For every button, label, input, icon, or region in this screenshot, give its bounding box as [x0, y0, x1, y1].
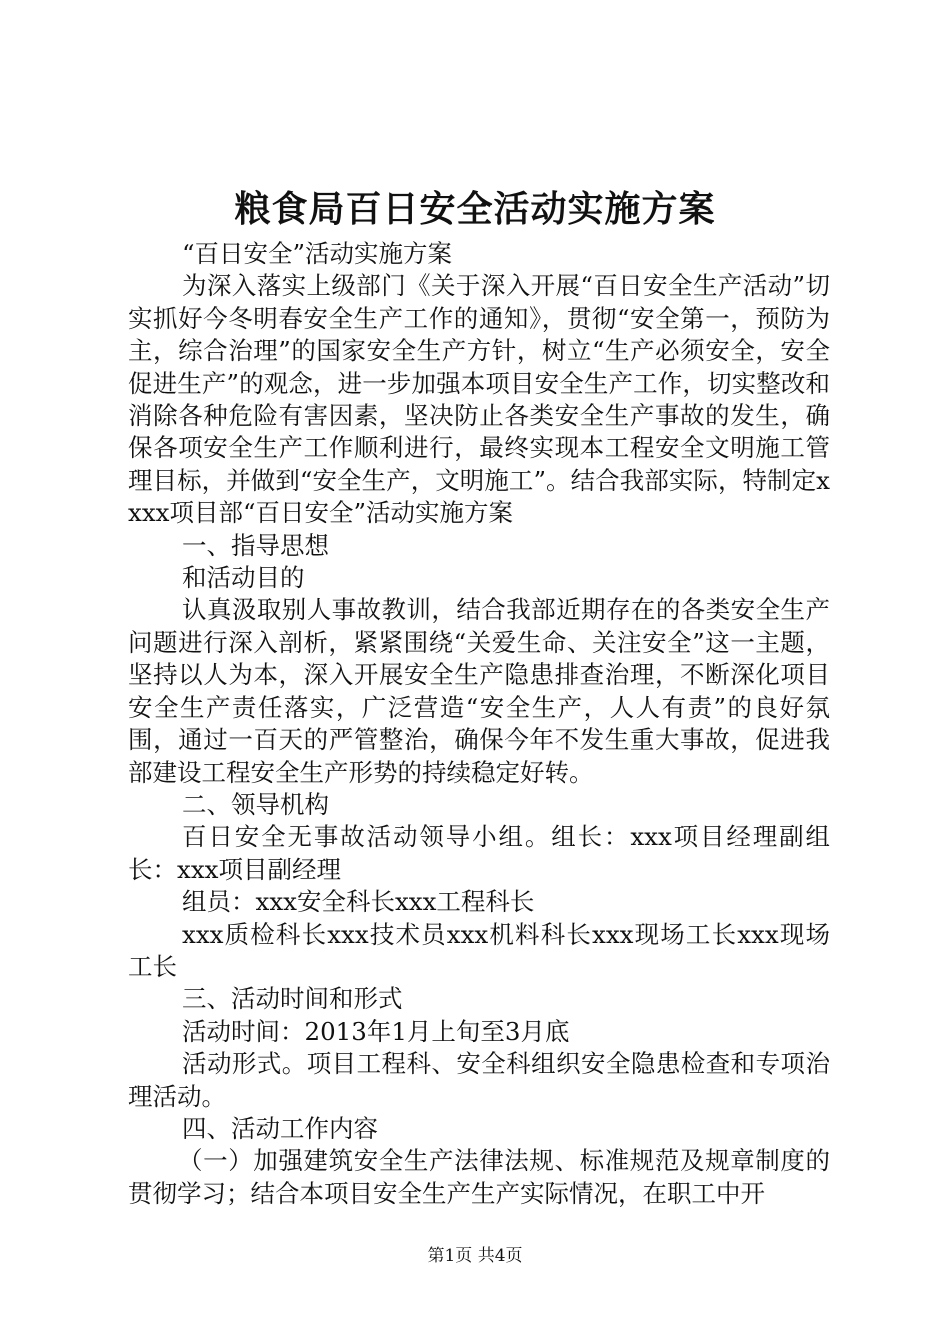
- section-heading-guiding-thought: 一、指导思想: [182, 530, 329, 560]
- document-body: [128, 238, 830, 1210]
- guiding-thought-paragraph: 认真汲取别人事故教训，结合我部近期存在的各类安全生产问题进行深入剖析，紧紧围绕“关爱生命、关注安全”这一主题，坚持以人为本，深入开展安全生产隐患排查治理，不断深化项目安全生产责任落实，广泛营造“安全生产，人人有责”的良好氛围，通过一百天的严管整治，确保今年不发生重大事故，促进我部建设工程安全生产形势的持续稳定好转。: [128, 595, 830, 787]
- members-paragraph: 组员：xxx安全科长xxx工程科长: [182, 887, 535, 917]
- section-heading-continuation: 和活动目的: [182, 563, 305, 593]
- content-item-paragraph: （一）加强建筑安全生产法律法规、标准规范及规章制度的贯彻学习；结合本项目安全生产生产实际情况，在职工中开: [128, 1146, 830, 1208]
- intro-paragraph: 为深入落实上级部门《关于深入开展“百日安全生产活动”切实抓好今冬明春安全生产工作的通知》，贯彻“安全第一，预防为主，综合治理”的国家安全生产方针，树立“生产必须安全，安全促进生产”的观念，进一步加强本项目安全生产工作，切实整改和消除各种危险有害因素，坚决防止各类安全生产事故的发生，确保各项安全生产工作顺利进行，最终实现本工程安全文明施工管理目标，并做到“安全生产，文明施工”。结合我部实际，特制定xxxx项目部“百日安全”活动实施方案: [128, 271, 830, 528]
- activity-time-paragraph: 活动时间：2013年1月上旬至3月底: [182, 1016, 570, 1046]
- section-heading-time-form: 三、活动时间和形式: [182, 984, 403, 1014]
- subtitle-paragraph: “百日安全”活动实施方案: [182, 239, 453, 268]
- section-heading-content: 四、活动工作内容: [182, 1113, 378, 1143]
- document-title: 粮食局百日安全活动实施方案: [234, 188, 716, 230]
- activity-form-paragraph: 活动形式。项目工程科、安全科组织安全隐患检查和专项治理活动。: [128, 1049, 830, 1111]
- leadership-paragraph: 百日安全无事故活动领导小组。组长：xxx项目经理副组长：xxx项目副经理: [128, 822, 830, 884]
- section-heading-leadership: 二、领导机构: [182, 789, 329, 819]
- page-footer: 第1页 共4页: [427, 1246, 523, 1266]
- members-list-paragraph: xxx质检科长xxx技术员xxx机料科长xxx现场工长xxx现场工长: [128, 919, 830, 981]
